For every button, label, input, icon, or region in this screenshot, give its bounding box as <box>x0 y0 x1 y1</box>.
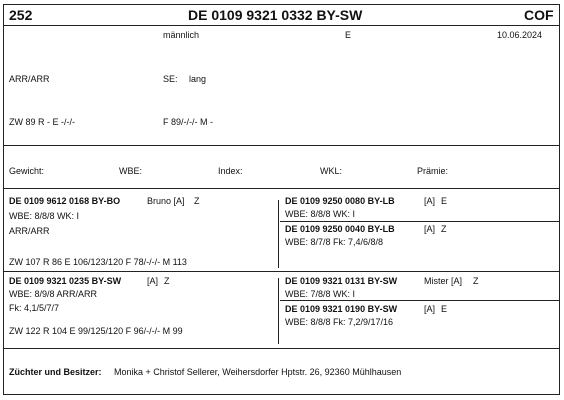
sire-id: DE 0109 9612 0168 BY-BO <box>9 196 121 206</box>
dam-sire-mark: Z <box>473 276 479 286</box>
sire-name: Bruno [A] <box>147 196 185 206</box>
dam-sire-tag: Mister [A] <box>424 276 463 286</box>
grade-letter: E <box>345 30 352 40</box>
sire-dam-mark: Z <box>441 224 447 234</box>
dam-dam-wbe: WBE: 8/8/8 Fk: 7,2/9/17/16 <box>285 317 394 327</box>
column-divider <box>278 200 279 268</box>
zw-value: ZW 89 R - E -/-/- <box>9 117 75 127</box>
sire-color: ARR/ARR <box>9 226 50 236</box>
column-divider <box>278 278 279 344</box>
breeder-value: Monika + Christof Sellerer, Weihersdorfer Hptstr. 26, 92360 Mühlhausen <box>114 367 402 377</box>
divider <box>3 188 560 189</box>
wbe-label: WBE: <box>119 166 143 176</box>
sire-sire-tag: [A] <box>424 196 436 206</box>
sire-dam-tag: [A] <box>424 224 436 234</box>
divider <box>3 145 560 146</box>
divider <box>280 221 560 222</box>
dam-dam-mark: E <box>441 304 448 314</box>
dam-zw: ZW 122 R 104 E 99/125/120 F 96/-/-/- M 99 <box>9 326 183 336</box>
dam-fk: Fk: 4,1/5/7/7 <box>9 303 60 313</box>
sire-dam-id: DE 0109 9250 0040 BY-LB <box>285 224 395 234</box>
sire-dam-wbe: WBE: 8/7/8 Fk: 7,4/6/8/8 <box>285 237 384 247</box>
sire-zw: ZW 107 R 86 E 106/123/120 F 78/-/-/- M 113 <box>9 257 187 267</box>
gewicht-label: Gewicht: <box>9 166 45 176</box>
breeder-label: Züchter und Besitzer: <box>9 367 102 377</box>
dam-wbe: WBE: 8/9/8 ARR/ARR <box>9 289 98 299</box>
divider <box>3 271 560 272</box>
sire-sire-mark: E <box>441 196 448 206</box>
wkl-label: WKL: <box>320 166 343 176</box>
divider <box>3 25 560 26</box>
sire-wbe: WBE: 8/8/8 WK: I <box>9 211 80 221</box>
dam-mark: Z <box>164 276 170 286</box>
dam-dam-tag: [A] <box>424 304 436 314</box>
color-value: ARR/ARR <box>9 74 50 84</box>
entry-number: 252 <box>9 7 33 23</box>
divider <box>280 300 560 301</box>
se-value: lang <box>189 74 207 84</box>
animal-id: DE 0109 9321 0332 BY-SW <box>188 7 363 23</box>
praemie-label: Prämie: <box>417 166 449 176</box>
breed-code: COF <box>524 7 554 23</box>
sire-mark: Z <box>194 196 200 206</box>
dam-dam-id: DE 0109 9321 0190 BY-SW <box>285 304 398 314</box>
sire-sire-wbe: WBE: 8/8/8 WK: I <box>285 209 356 219</box>
dam-id: DE 0109 9321 0235 BY-SW <box>9 276 122 286</box>
date-value: 10.06.2024 <box>497 30 543 40</box>
dam-sire-id: DE 0109 9321 0131 BY-SW <box>285 276 398 286</box>
sex-value: männlich <box>163 30 200 40</box>
se-label: SE: <box>163 74 178 84</box>
index-label: Index: <box>218 166 243 176</box>
sire-sire-id: DE 0109 9250 0080 BY-LB <box>285 196 395 206</box>
dam-tag: [A] <box>147 276 159 286</box>
dam-sire-wbe: WBE: 7/8/8 WK: I <box>285 289 356 299</box>
divider <box>3 348 560 349</box>
f-value: F 89/-/-/- M - <box>163 117 213 127</box>
